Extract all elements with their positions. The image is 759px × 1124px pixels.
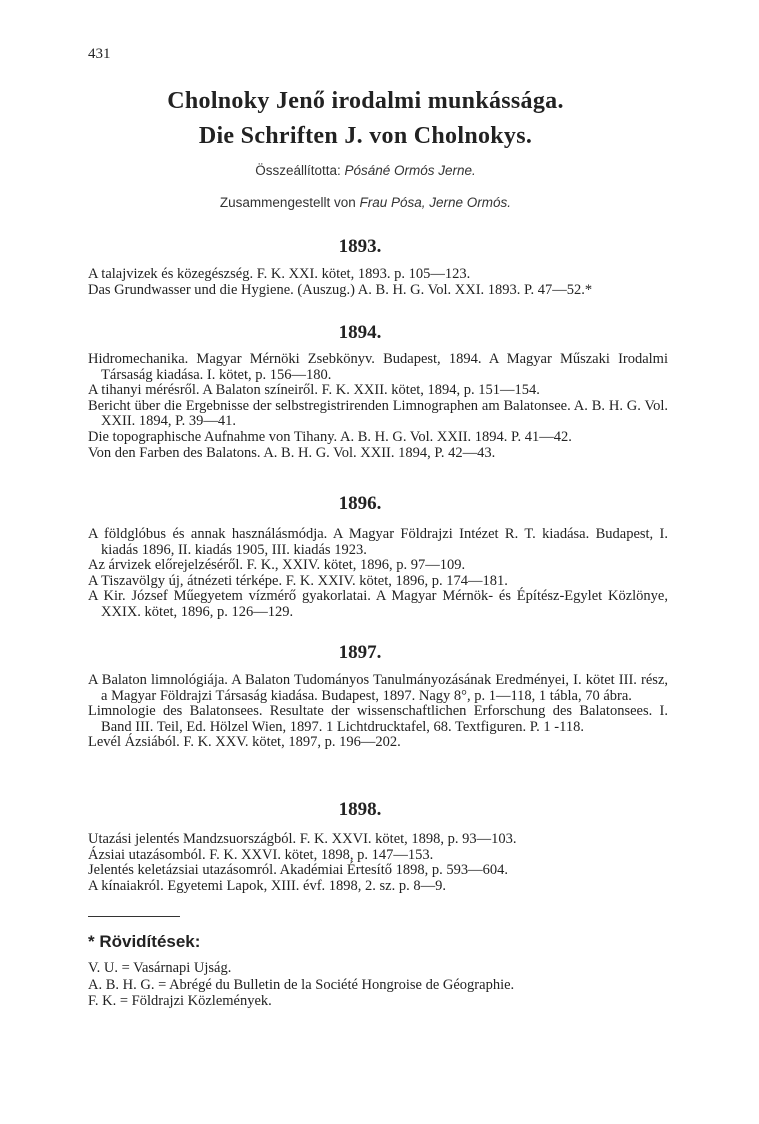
- year-heading-1897: 1897.: [338, 642, 382, 663]
- zusammengestellt-label: Zusammengestellt von: [219, 195, 356, 210]
- bibliography-entry: Jelentés keletázsiai utazásomról. Akadémiai Értesítő 1898, p. 593—604.: [88, 862, 508, 879]
- footnote-divider: [88, 916, 180, 917]
- bibliography-entry: Hidromechanika. Magyar Mérnöki Zsebkönyv. Budapest, 1894. A Magyar Műszaki Irodalmi Társaság kiadása. I. kötet, p. 156—180.: [88, 351, 668, 383]
- bibliography-entry: Ázsiai utazásomból. F. K. XXVI. kötet, 1898, p. 147—153.: [88, 846, 434, 863]
- bibliography-entry: A kínaiakról. Egyetemi Lapok, XIII. évf. 1898, 2. sz. p. 8—9.: [88, 877, 446, 894]
- page-title-hungarian: Cholnoky Jenő irodalmi munkássága.: [167, 88, 564, 114]
- page-title-german: Die Schriften J. von Cholnokys.: [198, 123, 533, 149]
- bibliography-entry: Levél Ázsiából. F. K. XXV. kötet, 1897, p. 196—202.: [88, 734, 401, 751]
- abbreviation-item: V. U. = Vasárnapi Ujság.: [88, 960, 232, 976]
- year-heading-1898: 1898.: [338, 799, 382, 820]
- section-1897-entries: [88, 673, 668, 751]
- bibliography-entry: A Tiszavölgy új, átnézeti térképe. F. K. XXIV. kötet, 1896, p. 174—181.: [88, 572, 508, 589]
- bibliography-entry: Das Grundwasser und die Hygiene. (Auszug.) A. B. H. G. Vol. XXI. 1893. P. 47—52.*: [88, 281, 593, 298]
- page-number: 431: [88, 46, 111, 62]
- section-1898-entries: [88, 832, 668, 894]
- bibliography-entry: A Kir. József Műegyetem vízmérő gyakorlatai. A Magyar Mérnök- és Építész-Egylet Közlönye, XXIX. kötet, 1896, p. 126—129.: [88, 588, 668, 620]
- compiled-by-line: [0, 163, 731, 178]
- section-1893-entries: [88, 267, 668, 298]
- compiled-by-label: Összeállította:: [255, 163, 341, 178]
- section-1896-entries: [88, 527, 668, 621]
- abbreviation-item: A. B. H. G. = Abrégé du Bulletin de la Société Hongroise de Géographie.: [88, 976, 515, 993]
- year-heading-1896: 1896.: [338, 493, 382, 514]
- bibliography-entry: A tihanyi mérésről. A Balaton színeiről. F. K. XXII. kötet, 1894, p. 151—154.: [88, 382, 540, 399]
- bibliography-entry: Bericht über die Ergebnisse der selbstregistrirenden Limnographen am Balatonsee. A. B. H. G. Vol. XXII. 1894, P. 39—41.: [88, 397, 668, 430]
- year-heading-1894: 1894.: [338, 322, 382, 343]
- bibliography-entry: Limnologie des Balatonsees. Resultate der wissenschaftlichen Erforschung des Balatonsees. I. Band III. Teil, Ed. Hölzel Wien, 1897. 1 Lichtdrucktafel, 68. Textfiguren. P. 1 -118.: [88, 703, 668, 735]
- abbreviations-title: * Rövidítések:: [88, 932, 201, 951]
- bibliography-entry: Utazási jelentés Mandzsuországból. F. K. XXVI. kötet, 1898, p. 93—103.: [88, 831, 517, 847]
- section-1894-entries: [88, 352, 668, 461]
- bibliography-entry: Von den Farben des Balatons. A. B. H. G. Vol. XXII. 1894, P. 42—43.: [88, 444, 496, 461]
- abbreviations-list: [88, 960, 688, 1010]
- zusammengestellt-name: Frau Pósa, Jerne Ormós.: [359, 195, 512, 210]
- bibliography-entry: A földglóbus és annak használásmódja. A Magyar Földrajzi Intézet R. T. kiadása. Budapest, I. kiadás 1896, II. kiadás 1905, III. kiadás 1923.: [88, 526, 668, 558]
- bibliography-entry: A Balaton limnológiája. A Balaton Tudományos Tanulmányozásának Eredményei, I. kötet III. rész, a Magyar Földrajzi Társaság kiadása. Budapest, 1897. Nagy 8°, p. 1—118, 1 tábla, 70 ábra.: [88, 672, 668, 704]
- abbreviation-item: F. K. = Földrajzi Közlemények.: [88, 993, 272, 1009]
- year-heading-1893: 1893.: [338, 236, 382, 257]
- bibliography-entry: Az árvizek előrejelzéséről. F. K., XXIV. kötet, 1896, p. 97—109.: [88, 557, 466, 574]
- compiled-by-name: Pósáné Ormós Jerne.: [344, 163, 476, 178]
- bibliography-entry: A talajvizek és közegészség. F. K. XXI. kötet, 1893. p. 105—123.: [88, 266, 471, 282]
- zusammengestellt-line: [0, 195, 731, 210]
- bibliography-entry: Die topographische Aufnahme von Tihany. A. B. H. G. Vol. XXII. 1894. P. 41—42.: [88, 428, 572, 445]
